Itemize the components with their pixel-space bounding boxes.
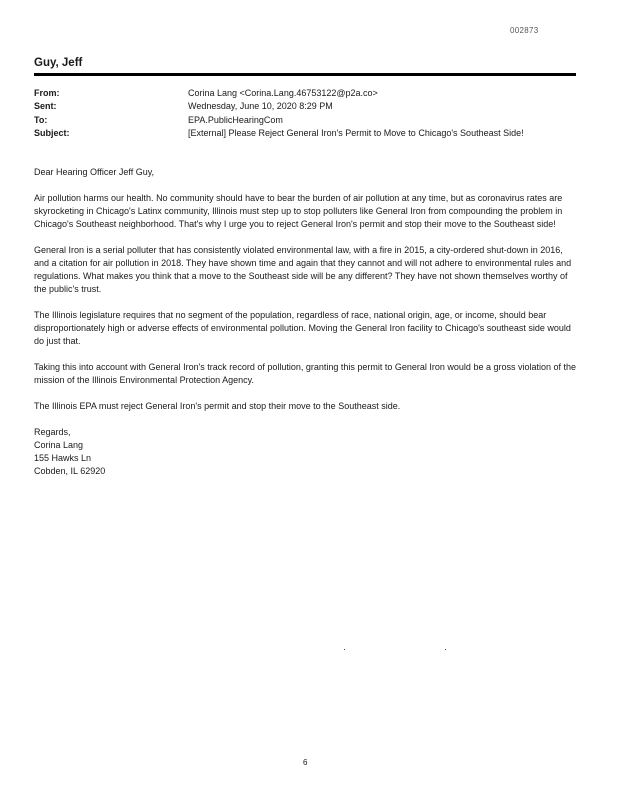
body-paragraph: The Illinois legislature requires that no segment of the population, regardless of race, national origin, age, or income, should bear disproportionately high or adverse effects of environmental pollution. Moving the General Iron facility to Chicago's southeast side would do just that. bbox=[34, 310, 571, 346]
body-paragraph: The Illinois EPA must reject General Iron's permit and stop their move to the Southeast side. bbox=[34, 401, 401, 411]
subject-value: [External] Please Reject General Iron's Permit to Move to Chicago's Southeast Side! bbox=[188, 127, 524, 138]
subject-row bbox=[34, 127, 594, 140]
to-label: To: bbox=[34, 114, 48, 125]
subject-label: Subject: bbox=[34, 127, 70, 138]
sent-value: Wednesday, June 10, 2020 8:29 PM bbox=[188, 101, 333, 112]
sent-row bbox=[34, 100, 594, 113]
from-value: Corina Lang <Corina.Lang.46753122@p2a.co> bbox=[188, 88, 378, 98]
mailbox-owner-name: Guy, Jeff bbox=[34, 57, 83, 69]
header-divider bbox=[34, 73, 576, 76]
body-paragraph: Air pollution harms our health. No community should have to bear the burden of air pollution at any time, but as coronavirus rates are skyrocketing in Chicago's Latinx community, Illinois must step up to stop polluters like General Iron from compounding the problem in Chicago's Southeast neighborhood. That's why I urge you to reject General Iron's permit and stop their move to the Southeast side! bbox=[34, 193, 563, 229]
scan-speck bbox=[445, 649, 446, 650]
bates-number: 002873 bbox=[510, 26, 539, 35]
email-header bbox=[34, 87, 594, 140]
address-line: 155 Hawks Ln bbox=[34, 453, 92, 463]
body-paragraph: General Iron is a serial polluter that has consistently violated environmental law, with a fire in 2015, a city-ordered shut-down in 2016, and a citation for air pollution in 2018. They have shown time and again that they cannot and will not adhere to environmental rules and regulations. What makes you think that a move to the Southeast side will be any different? They have not shown themselves worthy of the public's trust. bbox=[34, 245, 572, 294]
scan-speck bbox=[344, 649, 345, 650]
body-paragraph: Taking this into account with General Iron's track record of pollution, granting this permit to General Iron would be a gross violation of the mission of the Illinois Environmental Protection Agency. bbox=[34, 362, 577, 385]
address-line: Cobden, IL 62920 bbox=[34, 466, 106, 476]
to-value: EPA.PublicHearingCom bbox=[188, 114, 283, 125]
greeting: Dear Hearing Officer Jeff Guy, bbox=[34, 167, 155, 177]
sent-label: Sent: bbox=[34, 101, 57, 112]
email-body bbox=[34, 166, 579, 478]
from-row bbox=[34, 87, 594, 100]
page-number: 6 bbox=[303, 758, 308, 767]
closing: Regards, bbox=[34, 427, 71, 437]
to-row bbox=[34, 114, 594, 127]
signature-name: Corina Lang bbox=[34, 440, 84, 450]
from-label: From: bbox=[34, 88, 60, 98]
